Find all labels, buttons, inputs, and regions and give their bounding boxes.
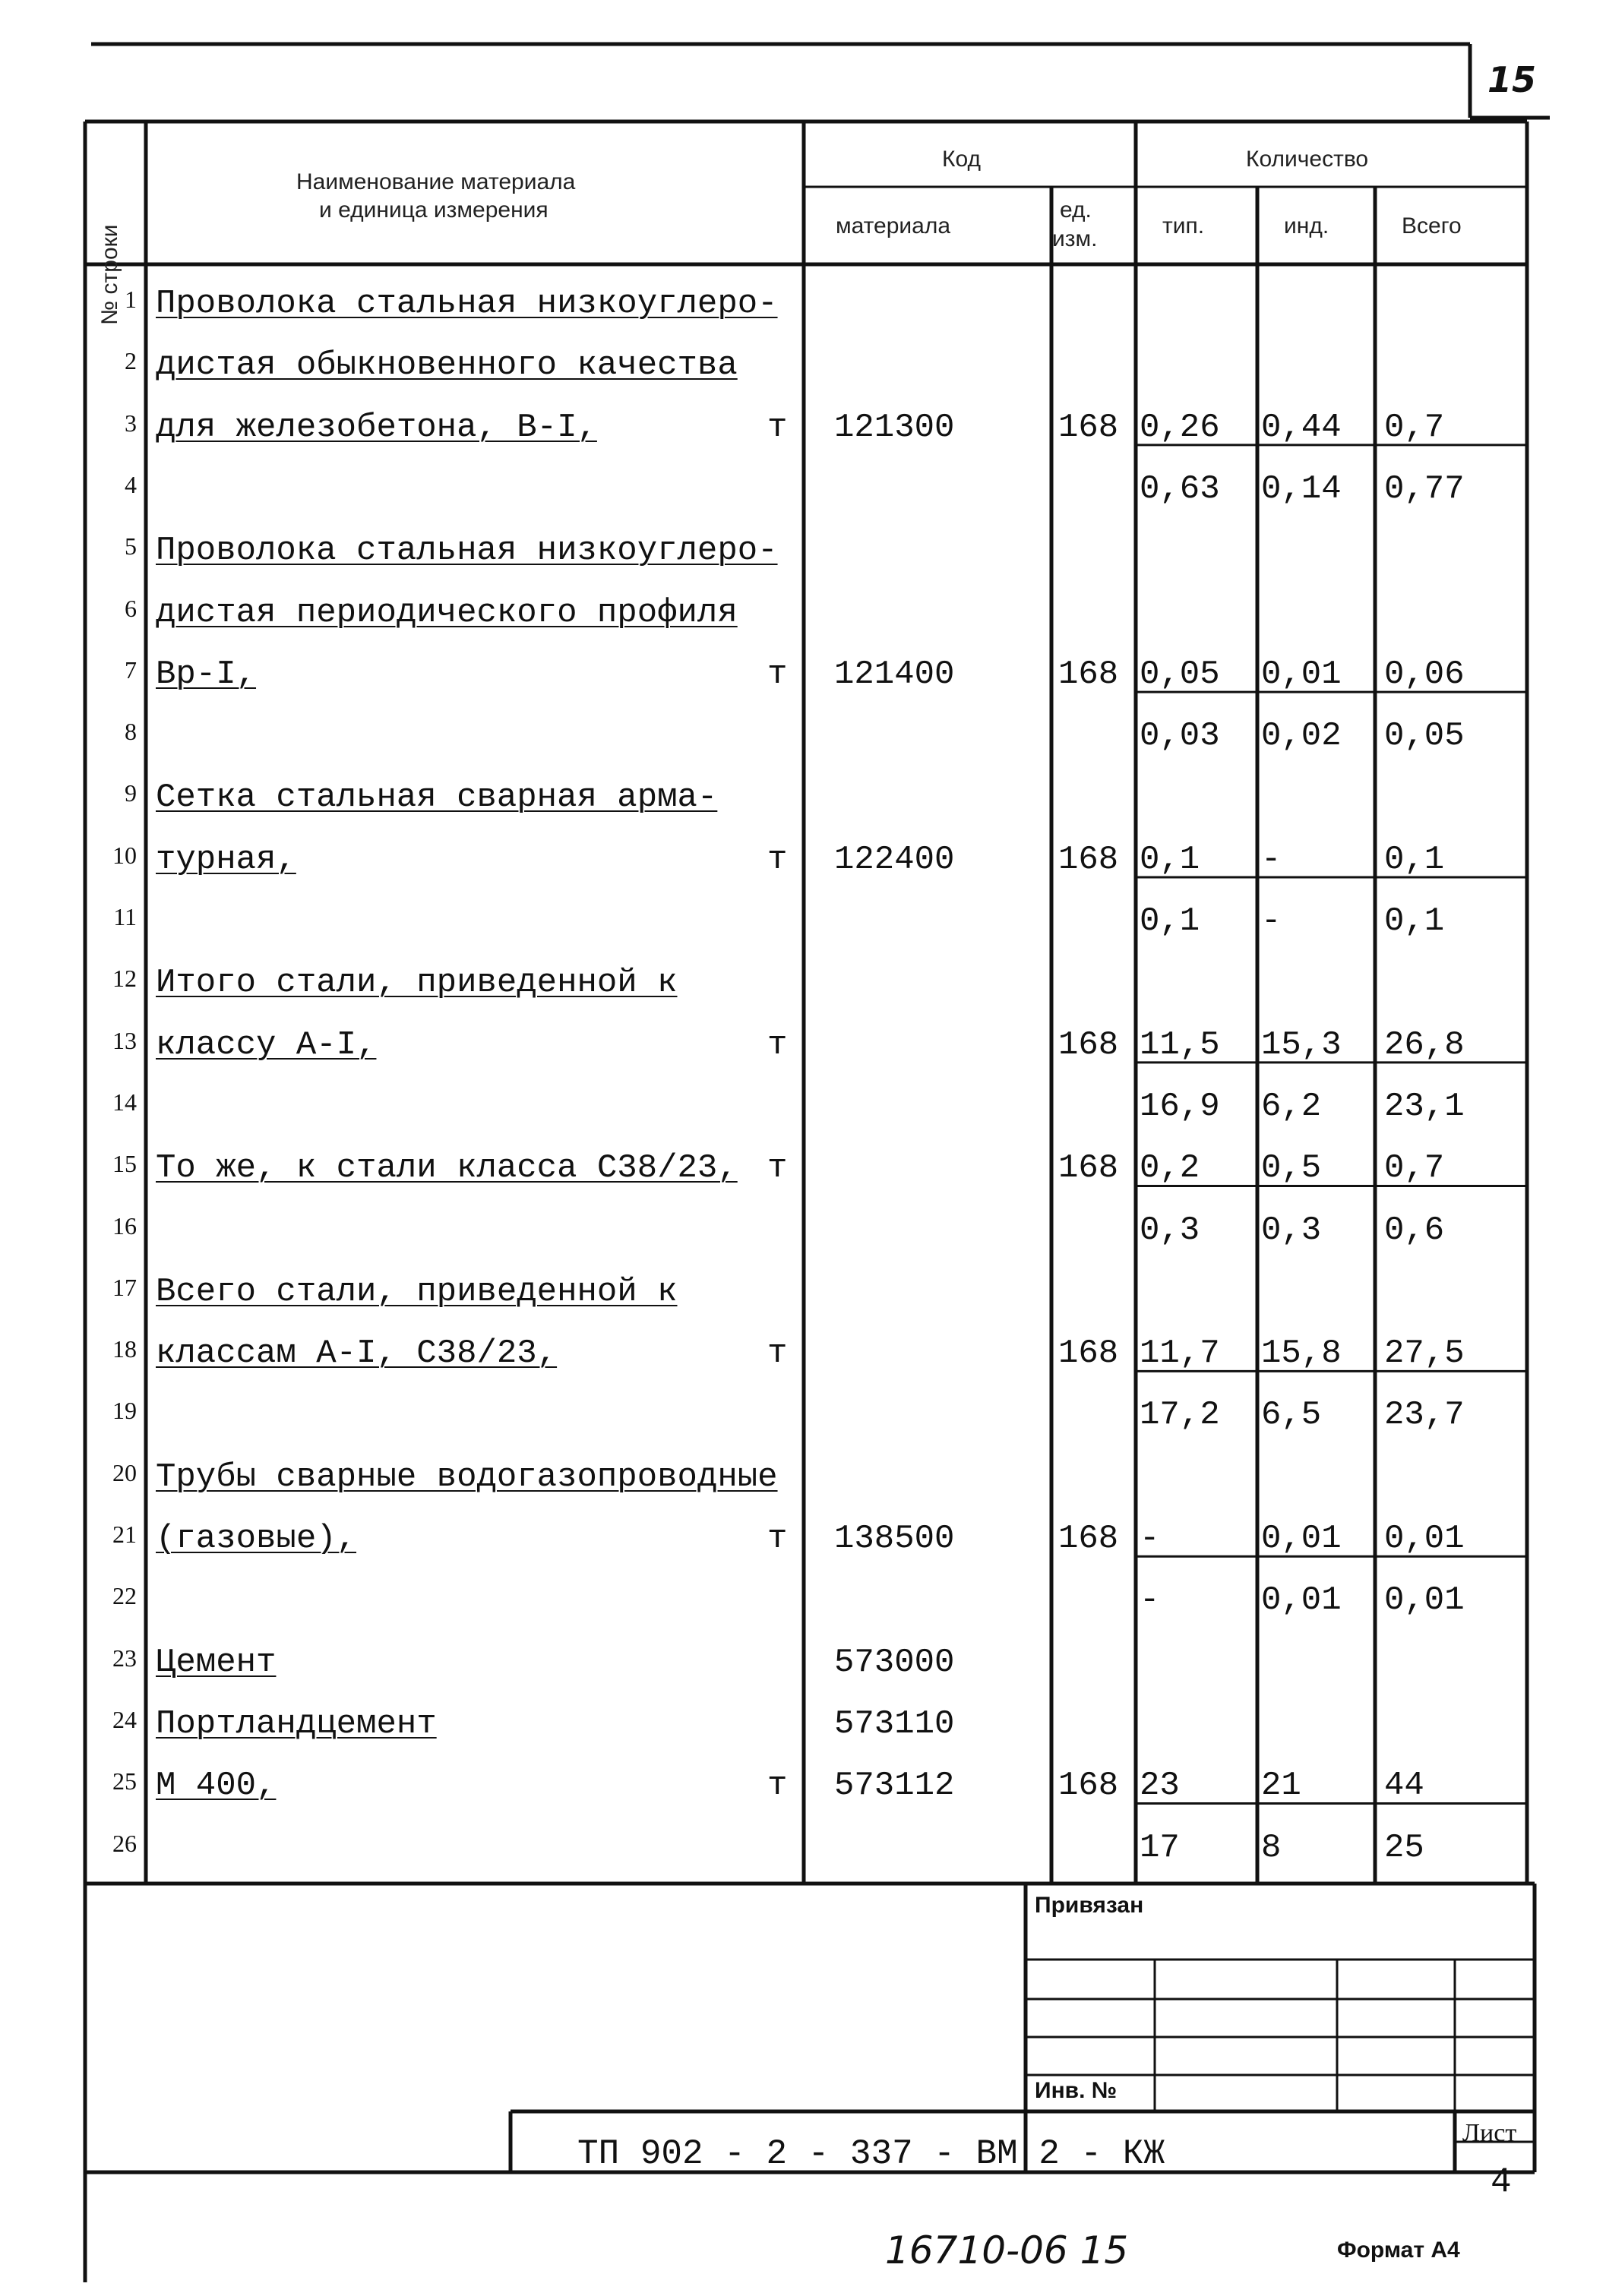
cell-ind: 0,14: [1261, 469, 1342, 508]
row-number: 4: [125, 470, 137, 498]
row-number-header: № строки: [97, 224, 122, 325]
row-number: 6: [125, 594, 137, 622]
cell-typ: 17,2: [1140, 1396, 1220, 1435]
cell-total: 23,7: [1384, 1396, 1465, 1435]
row-number: 25: [112, 1767, 137, 1795]
cell-ind: 0,01: [1261, 655, 1342, 693]
cell-ind: 15,8: [1261, 1334, 1342, 1373]
unit-abbrev: т: [767, 1149, 788, 1188]
unit-code-header-line1: ед.: [1060, 197, 1092, 223]
bound-label: Привязан: [1035, 1893, 1144, 1918]
row-number: 13: [112, 1026, 137, 1054]
page-corner-number: 15: [1487, 59, 1537, 100]
cell-code: 573000: [834, 1643, 955, 1682]
inventory-label: Инв. №: [1035, 2078, 1118, 2103]
row-number: 19: [112, 1397, 137, 1425]
cell-total: 0,1: [1384, 902, 1445, 940]
handwritten-number: 16710-06 15: [885, 2228, 1129, 2272]
cell-typ: 0,3: [1140, 1211, 1200, 1249]
cell-code: 122400: [834, 840, 955, 879]
unit-abbrev: т: [767, 1520, 788, 1558]
cell-ind: 0,01: [1261, 1520, 1342, 1558]
material-name: классам А-I, С38/23,: [156, 1334, 558, 1373]
sheet-label: Лист: [1462, 2119, 1517, 2147]
cell-ind: 0,44: [1261, 408, 1342, 447]
cell-typ: 17: [1140, 1828, 1180, 1867]
cell-total: 27,5: [1384, 1334, 1465, 1373]
row-number: 5: [125, 532, 137, 561]
quantity-group-header: Количество: [1246, 147, 1369, 172]
unit-code-header-line2: изм.: [1052, 226, 1098, 251]
cell-uom: 168: [1058, 840, 1119, 879]
cell-uom: 168: [1058, 1767, 1119, 1805]
material-code-header: материала: [836, 213, 951, 238]
row-number: 26: [112, 1829, 137, 1857]
cell-typ: 11,5: [1140, 1025, 1220, 1064]
cell-typ: 0,26: [1140, 408, 1220, 447]
row-number: 10: [112, 841, 137, 869]
cell-ind: 0,3: [1261, 1211, 1322, 1249]
cell-total: 0,7: [1384, 1149, 1445, 1188]
row-number: 12: [112, 965, 137, 993]
cell-total: 0,1: [1384, 840, 1445, 879]
document-code: ТП 902 - 2 - 337 - ВМ 2 - КЖ: [577, 2134, 1165, 2174]
material-name: Проволока стальная низкоуглеро-: [156, 532, 778, 570]
cell-typ: 0,1: [1140, 902, 1200, 940]
cell-uom: 168: [1058, 408, 1119, 447]
cell-ind: 0,5: [1261, 1149, 1322, 1188]
material-name: турная,: [156, 840, 296, 879]
cell-code: 573110: [834, 1704, 955, 1743]
cell-total: 0,01: [1384, 1520, 1465, 1558]
material-name: (газовые),: [156, 1520, 357, 1558]
cell-total: 26,8: [1384, 1025, 1465, 1064]
material-name: Проволока стальная низкоуглеро-: [156, 285, 778, 323]
material-name: М 400,: [156, 1767, 277, 1805]
row-number: 7: [125, 655, 137, 684]
name-header-line2: и единица измерения: [319, 197, 549, 223]
material-name: Итого стали, приведенной к: [156, 964, 678, 1003]
cell-typ: 16,9: [1140, 1087, 1220, 1126]
row-number: 24: [112, 1705, 137, 1733]
cell-uom: 168: [1058, 1520, 1119, 1558]
row-number: 8: [125, 718, 137, 746]
cell-ind: -: [1261, 902, 1282, 940]
cell-total: 0,06: [1384, 655, 1465, 693]
cell-total: 0,01: [1384, 1581, 1465, 1620]
row-number: 17: [112, 1273, 137, 1301]
material-name: дистая обыкновенного качества: [156, 346, 738, 385]
unit-abbrev: т: [767, 408, 788, 447]
cell-ind: 6,5: [1261, 1396, 1322, 1435]
cell-total: 0,77: [1384, 469, 1465, 508]
ind-header: инд.: [1284, 213, 1329, 238]
cell-total: 25: [1384, 1828, 1424, 1867]
material-name: То же, к стали класса С38/23,: [156, 1149, 738, 1188]
cell-total: 0,05: [1384, 717, 1465, 756]
cell-ind: 6,2: [1261, 1087, 1322, 1126]
typ-header: тип.: [1162, 213, 1205, 238]
row-number: 15: [112, 1150, 137, 1178]
row-number: 21: [112, 1521, 137, 1548]
row-number: 11: [113, 903, 137, 930]
name-header-line1: Наименование материала: [296, 169, 576, 194]
material-name: Трубы сварные водогазопроводные: [156, 1458, 778, 1496]
unit-abbrev: т: [767, 1025, 788, 1064]
cell-total: 0,6: [1384, 1211, 1445, 1249]
row-number: 20: [112, 1458, 137, 1486]
unit-abbrev: т: [767, 655, 788, 693]
row-number: 9: [125, 779, 137, 807]
cell-uom: 168: [1058, 1334, 1119, 1373]
cell-uom: 168: [1058, 1149, 1119, 1188]
cell-total: 44: [1384, 1767, 1424, 1805]
row-number: 22: [112, 1582, 137, 1610]
cell-typ: 0,1: [1140, 840, 1200, 879]
cell-typ: -: [1140, 1520, 1160, 1558]
cell-typ: 0,03: [1140, 717, 1220, 756]
material-name: Всего стали, приведенной к: [156, 1272, 678, 1311]
row-number: 14: [112, 1088, 137, 1116]
cell-total: 23,1: [1384, 1087, 1465, 1126]
cell-code: 573112: [834, 1767, 955, 1805]
cell-typ: 0,05: [1140, 655, 1220, 693]
cell-typ: 11,7: [1140, 1334, 1220, 1373]
cell-typ: 0,63: [1140, 469, 1220, 508]
cell-uom: 168: [1058, 1025, 1119, 1064]
cell-ind: -: [1261, 840, 1282, 879]
cell-ind: 0,01: [1261, 1581, 1342, 1620]
cell-ind: 8: [1261, 1828, 1282, 1867]
unit-abbrev: т: [767, 1334, 788, 1373]
material-name: дистая периодического профиля: [156, 593, 738, 632]
row-number: 16: [112, 1211, 137, 1240]
cell-code: 121300: [834, 408, 955, 447]
cell-uom: 168: [1058, 655, 1119, 693]
row-number: 3: [125, 409, 137, 437]
cell-code: 138500: [834, 1520, 955, 1558]
row-number: 2: [125, 347, 137, 375]
row-number: 23: [112, 1644, 137, 1672]
unit-abbrev: т: [767, 840, 788, 879]
cell-ind: 0,02: [1261, 717, 1342, 756]
material-name: классу А-I,: [156, 1025, 377, 1064]
cell-ind: 15,3: [1261, 1025, 1342, 1064]
format-label: Формат А4: [1337, 2238, 1460, 2263]
cell-typ: 23: [1140, 1767, 1180, 1805]
cell-typ: 0,2: [1140, 1149, 1200, 1188]
material-name: Цемент: [156, 1643, 277, 1682]
total-header: Всего: [1402, 213, 1462, 238]
material-name: Портландцемент: [156, 1704, 437, 1743]
cell-typ: -: [1140, 1581, 1160, 1620]
cell-code: 121400: [834, 655, 955, 693]
material-name: Сетка стальная сварная арма-: [156, 778, 718, 817]
unit-abbrev: т: [767, 1767, 788, 1805]
row-number: 1: [125, 286, 137, 313]
material-name: для железобетона, В-I,: [156, 408, 597, 447]
material-name: Вр-I,: [156, 655, 257, 693]
cell-total: 0,7: [1384, 408, 1445, 447]
row-number: 18: [112, 1335, 137, 1363]
sheet-number: 4: [1491, 2162, 1512, 2202]
code-group-header: Код: [942, 147, 982, 172]
cell-ind: 21: [1261, 1767, 1301, 1805]
